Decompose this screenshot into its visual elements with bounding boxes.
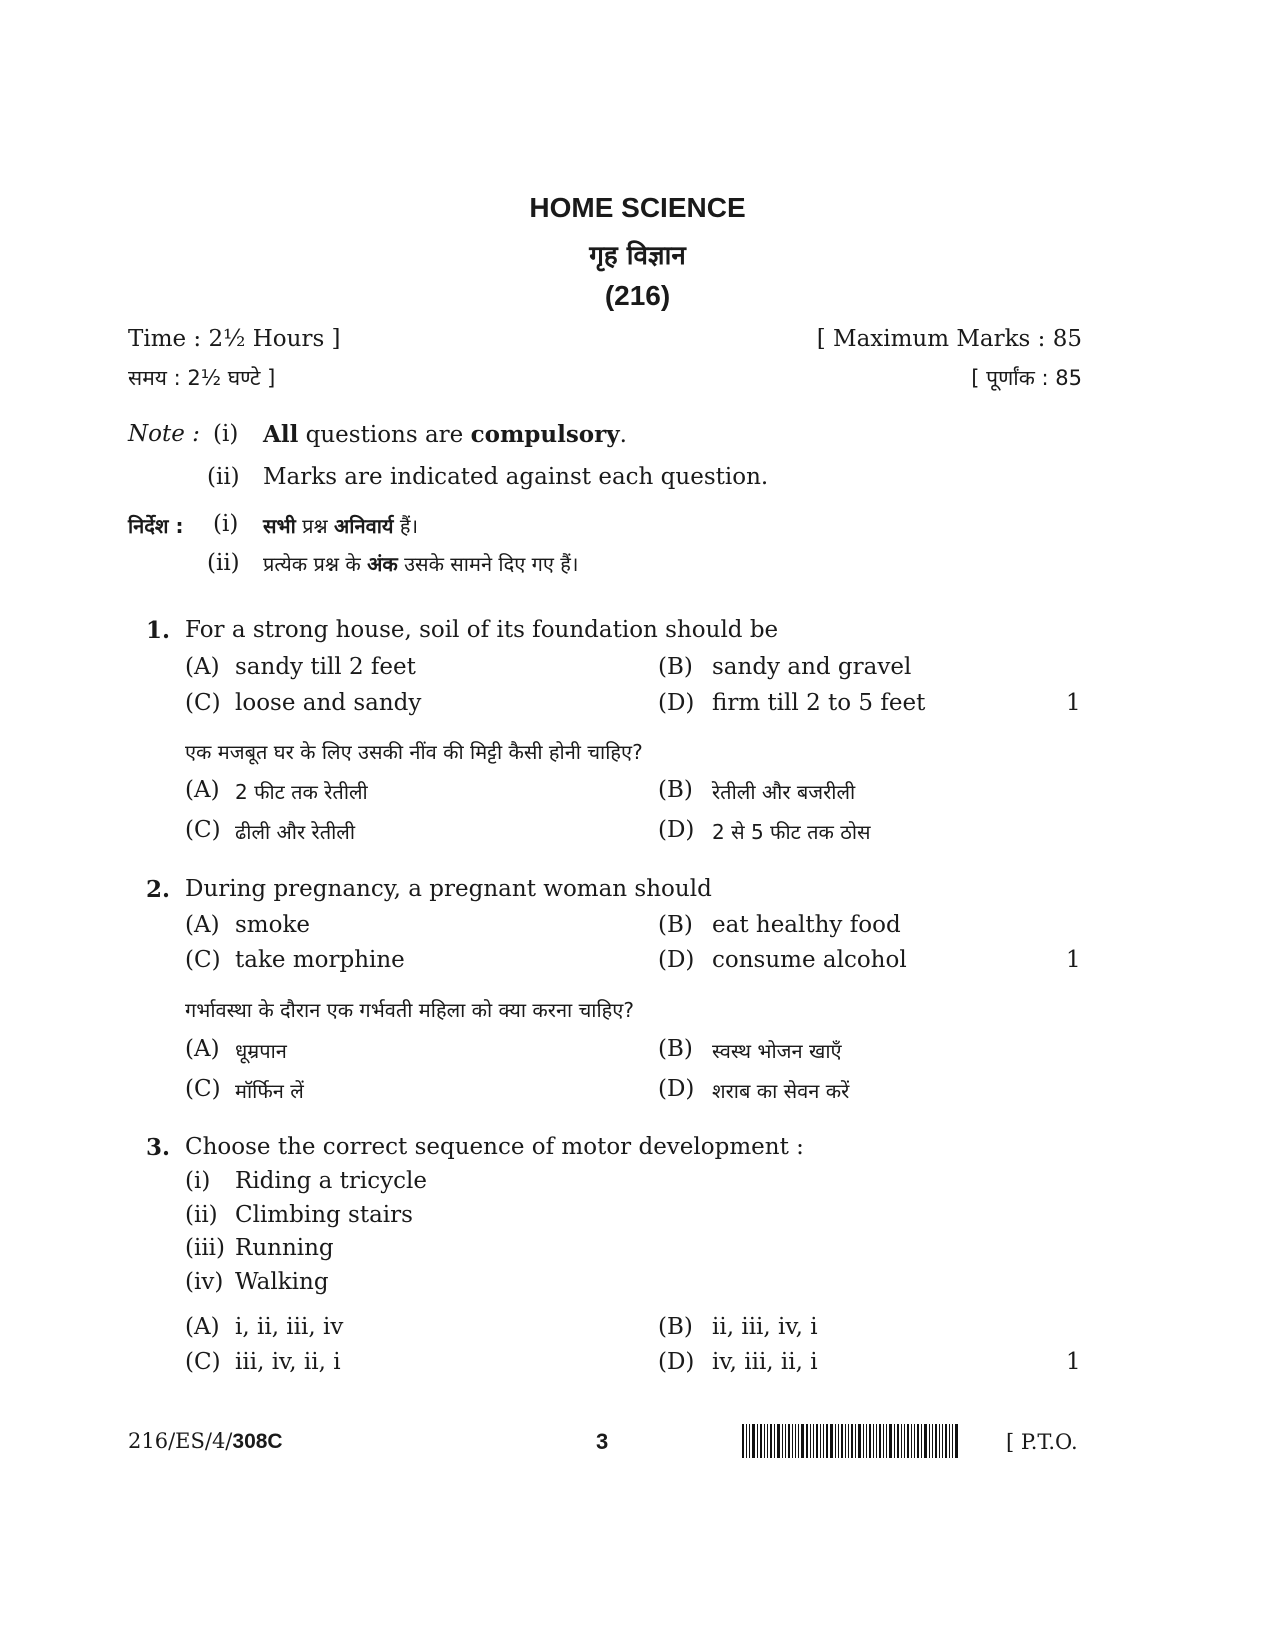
hindi-note-num-1: (i) bbox=[213, 511, 239, 537]
barcode-bar bbox=[848, 1424, 849, 1458]
max-marks-hindi: [ पूर्णांक : 85 bbox=[971, 366, 1082, 390]
barcode-bar bbox=[788, 1424, 790, 1458]
question-number: 2. bbox=[146, 876, 171, 903]
barcode-bar bbox=[904, 1424, 905, 1458]
sequence-item-text: Walking bbox=[235, 1269, 329, 1295]
barcode-bar bbox=[826, 1424, 828, 1458]
option-label: (B) bbox=[658, 777, 693, 803]
barcode-bar bbox=[952, 1424, 953, 1458]
barcode-bar bbox=[879, 1424, 881, 1458]
option-text: take morphine bbox=[235, 947, 405, 973]
barcode-bar bbox=[830, 1424, 833, 1458]
option-label: (D) bbox=[658, 817, 695, 843]
hindi-note-num-2: (ii) bbox=[207, 550, 240, 576]
question-number: 3. bbox=[146, 1134, 171, 1161]
barcode-bar bbox=[813, 1424, 814, 1458]
sequence-item-text: Climbing stairs bbox=[235, 1202, 413, 1228]
barcode-bar bbox=[939, 1424, 940, 1458]
time-english: Time : 2½ Hours ] bbox=[128, 326, 341, 352]
barcode-bar bbox=[764, 1424, 765, 1458]
barcode-bar bbox=[749, 1424, 750, 1458]
note-num-2: (ii) bbox=[207, 464, 240, 490]
question-number: 1. bbox=[146, 617, 171, 644]
barcode-bar bbox=[742, 1424, 744, 1458]
option-label: (D) bbox=[658, 1349, 695, 1375]
barcode-bar bbox=[866, 1424, 867, 1458]
barcode bbox=[742, 1424, 992, 1458]
barcode-bar bbox=[777, 1424, 780, 1458]
page-number: 3 bbox=[596, 1429, 609, 1454]
option-text: i, ii, iii, iv bbox=[235, 1314, 344, 1340]
title-hindi: गृह विज्ञान bbox=[589, 241, 686, 271]
max-marks-english: [ Maximum Marks : 85 bbox=[816, 326, 1082, 352]
note-num-1: (i) bbox=[213, 421, 239, 447]
barcode-bar bbox=[770, 1424, 772, 1458]
note-text-2: Marks are indicated against each question. bbox=[263, 464, 769, 490]
marks: 1 bbox=[1066, 690, 1081, 716]
option-label: (B) bbox=[658, 1314, 693, 1340]
barcode-bar bbox=[863, 1424, 864, 1458]
option-label: (C) bbox=[185, 947, 221, 973]
option-text-hindi: ढीली और रेतीली bbox=[235, 820, 356, 844]
sequence-item-num: (iv) bbox=[185, 1269, 224, 1295]
option-label: (A) bbox=[185, 1036, 220, 1062]
barcode-bar bbox=[757, 1424, 758, 1458]
barcode-bar bbox=[897, 1424, 899, 1458]
option-text-hindi: 2 से 5 फीट तक ठोस bbox=[712, 820, 871, 844]
barcode-bar bbox=[917, 1424, 919, 1458]
hindi-note-label: निर्देश : bbox=[128, 514, 184, 538]
barcode-bar bbox=[924, 1424, 927, 1458]
barcode-bar bbox=[774, 1424, 775, 1458]
sequence-item-num: (i) bbox=[185, 1168, 211, 1194]
barcode-bar bbox=[945, 1424, 947, 1458]
option-label: (D) bbox=[658, 947, 695, 973]
barcode-bar bbox=[876, 1424, 877, 1458]
option-text-hindi: शराब का सेवन करें bbox=[712, 1079, 850, 1103]
option-text: sandy till 2 feet bbox=[235, 654, 416, 680]
barcode-bar bbox=[795, 1424, 796, 1458]
barcode-bar bbox=[823, 1424, 824, 1458]
barcode-bar bbox=[935, 1424, 937, 1458]
barcode-bar bbox=[932, 1424, 933, 1458]
barcode-bar bbox=[921, 1424, 922, 1458]
barcode-bar bbox=[955, 1424, 958, 1458]
option-label: (D) bbox=[658, 1076, 695, 1102]
option-text-hindi: स्वस्थ भोजन खाएँ bbox=[712, 1039, 842, 1063]
barcode-bar bbox=[873, 1424, 874, 1458]
barcode-bar bbox=[767, 1424, 768, 1458]
barcode-bar bbox=[889, 1424, 892, 1458]
barcode-bar bbox=[835, 1424, 836, 1458]
barcode-bar bbox=[851, 1424, 853, 1458]
marks: 1 bbox=[1066, 1349, 1081, 1375]
option-text-hindi: मॉर्फिन लें bbox=[235, 1079, 304, 1103]
barcode-bar bbox=[838, 1424, 839, 1458]
barcode-bar bbox=[949, 1424, 950, 1458]
option-text: firm till 2 to 5 feet bbox=[712, 690, 926, 716]
paper-code: 216/ES/4/308C bbox=[128, 1429, 283, 1453]
barcode-bar bbox=[816, 1424, 818, 1458]
option-text: iv, iii, ii, i bbox=[712, 1349, 818, 1375]
option-text: sandy and gravel bbox=[712, 654, 912, 680]
option-label: (A) bbox=[185, 654, 220, 680]
option-label: (A) bbox=[185, 1314, 220, 1340]
barcode-bar bbox=[845, 1424, 846, 1458]
question-text-hindi: गर्भावस्था के दौरान एक गर्भवती महिला को क्या करना चाहिए? bbox=[185, 998, 634, 1022]
barcode-bar bbox=[841, 1424, 843, 1458]
option-text-hindi: रेतीली और बजरीली bbox=[712, 780, 856, 804]
option-label: (A) bbox=[185, 912, 220, 938]
subject-code: (216) bbox=[604, 280, 671, 311]
sequence-item-num: (iii) bbox=[185, 1235, 226, 1261]
barcode-bar bbox=[942, 1424, 943, 1458]
option-label: (A) bbox=[185, 777, 220, 803]
time-hindi: समय : 2½ घण्टे ] bbox=[128, 366, 276, 390]
barcode-bar bbox=[810, 1424, 811, 1458]
option-text-hindi: 2 फीट तक रेतीली bbox=[235, 780, 368, 804]
sequence-item-text: Riding a tricycle bbox=[235, 1168, 427, 1194]
sequence-item-text: Running bbox=[235, 1235, 334, 1261]
question-text: During pregnancy, a pregnant woman should bbox=[185, 876, 712, 902]
hindi-note-text-2: प्रत्येक प्रश्न के अंक उसके सामने दिए गए हैं। bbox=[263, 552, 579, 576]
option-label: (B) bbox=[658, 912, 693, 938]
sequence-item-num: (ii) bbox=[185, 1202, 218, 1228]
option-label: (C) bbox=[185, 690, 221, 716]
barcode-bar bbox=[858, 1424, 861, 1458]
barcode-bar bbox=[855, 1424, 856, 1458]
barcode-bar bbox=[886, 1424, 887, 1458]
option-text: loose and sandy bbox=[235, 690, 422, 716]
marks: 1 bbox=[1066, 947, 1081, 973]
note-text-1: All questions are compulsory. bbox=[263, 421, 627, 448]
barcode-bar bbox=[760, 1424, 762, 1458]
hindi-note-text-1: सभी प्रश्न अनिवार्य हैं। bbox=[263, 514, 419, 538]
barcode-bar bbox=[746, 1424, 747, 1458]
barcode-bar bbox=[929, 1424, 930, 1458]
option-label: (B) bbox=[658, 654, 693, 680]
barcode-bar bbox=[911, 1424, 912, 1458]
option-text: ii, iii, iv, i bbox=[712, 1314, 818, 1340]
question-text-hindi: एक मजबूत घर के लिए उसकी नींव की मिट्टी कैसी होनी चाहिए? bbox=[185, 740, 643, 764]
barcode-bar bbox=[806, 1424, 808, 1458]
option-text: iii, iv, ii, i bbox=[235, 1349, 341, 1375]
barcode-bar bbox=[785, 1424, 786, 1458]
barcode-bar bbox=[820, 1424, 821, 1458]
question-text: Choose the correct sequence of motor development : bbox=[185, 1134, 804, 1160]
option-label: (C) bbox=[185, 1349, 221, 1375]
barcode-bar bbox=[883, 1424, 884, 1458]
option-text: eat healthy food bbox=[712, 912, 901, 938]
option-label: (D) bbox=[658, 690, 695, 716]
note-label: Note : bbox=[128, 421, 200, 447]
question-text: For a strong house, soil of its foundation should be bbox=[185, 617, 779, 643]
option-text: consume alcohol bbox=[712, 947, 907, 973]
pto-label: [ P.T.O. bbox=[1006, 1430, 1078, 1454]
option-label: (C) bbox=[185, 817, 221, 843]
barcode-bar bbox=[869, 1424, 871, 1458]
barcode-bar bbox=[801, 1424, 804, 1458]
barcode-bar bbox=[752, 1424, 755, 1458]
option-text: smoke bbox=[235, 912, 311, 938]
barcode-bar bbox=[798, 1424, 799, 1458]
barcode-bar bbox=[894, 1424, 895, 1458]
barcode-bar bbox=[914, 1424, 915, 1458]
option-label: (C) bbox=[185, 1076, 221, 1102]
option-text-hindi: धूम्रपान bbox=[235, 1039, 287, 1063]
barcode-bar bbox=[792, 1424, 793, 1458]
barcode-bar bbox=[901, 1424, 902, 1458]
barcode-bar bbox=[907, 1424, 909, 1458]
option-label: (B) bbox=[658, 1036, 693, 1062]
title-english: HOME SCIENCE bbox=[529, 192, 746, 223]
barcode-bar bbox=[782, 1424, 783, 1458]
